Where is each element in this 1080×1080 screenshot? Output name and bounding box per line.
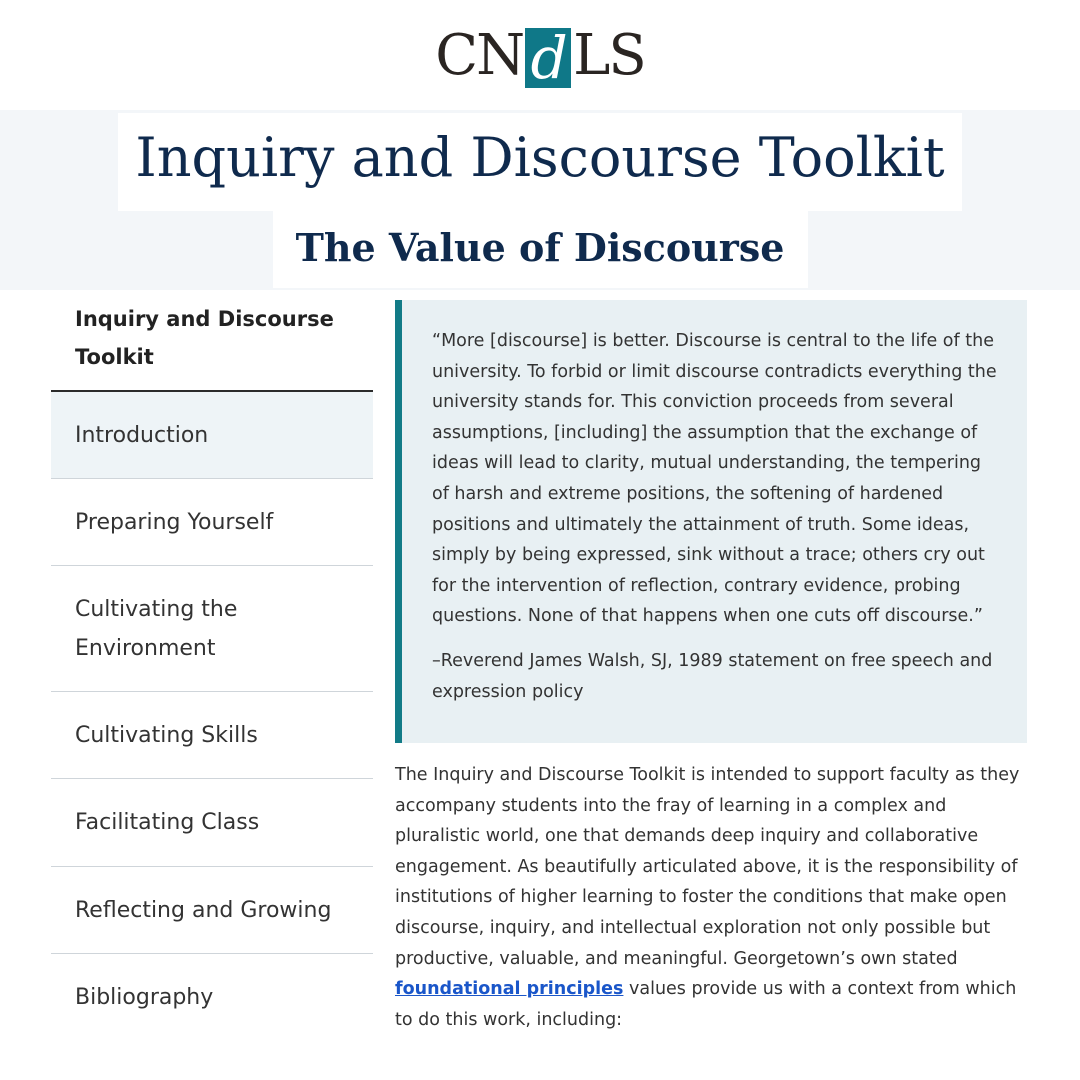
quote-text: “More [discourse] is better. Discourse is central to the life of the university. To forbid or limit discourse contradicts everything the university stands for. This conviction proceeds from several assumptions, [including] the assumption that the exchange of ideas will lead to clarity, mutual understanding, the tempering of harsh and extreme positions, the softening of hardened positions and ultimately the attainment of truth. Some ideas, simply by being expressed, sink without a trace; others cry out for the intervention of reflection, contrary evidence, probing questions. None of that happens when one cuts off discourse.”	[432, 331, 997, 627]
cndls-logo[interactable]	[0, 14, 1080, 98]
sidebar-item-label: Cultivating Skills	[75, 722, 258, 748]
sidebar-item-label: Reflecting and Growing	[75, 897, 332, 923]
sidebar-item-cultivating-environment[interactable]	[51, 566, 373, 692]
sidebar-item-label: Bibliography	[75, 985, 214, 1010]
intro-paragraph	[395, 760, 1035, 1035]
sidebar-item-cultivating-skills[interactable]	[51, 692, 373, 779]
sidebar-item-preparing-yourself[interactable]	[51, 479, 373, 566]
page-subtitle: The Value of Discourse	[295, 225, 785, 270]
logo-wordmark: CN d LS	[435, 23, 645, 92]
sidebar-item-label: Introduction	[75, 422, 209, 448]
sidebar-item-label: Preparing Yourself	[75, 509, 274, 535]
logo-d-mark: d	[525, 28, 571, 88]
sidebar-item-bibliography[interactable]	[51, 954, 373, 1041]
foundational-principles-link[interactable]: foundational principles	[395, 979, 624, 1000]
sidebar-nav	[51, 296, 373, 1041]
pull-quote	[395, 300, 1027, 743]
sidebar-item-label: Facilitating Class	[75, 810, 260, 835]
sidebar-title[interactable]: Inquiry and Discourse Toolkit	[51, 296, 373, 392]
sidebar-item-label: Cultivating the Environment	[75, 596, 238, 661]
sidebar-item-reflecting-growing[interactable]	[51, 867, 373, 954]
page-title: Inquiry and Discourse Toolkit	[135, 126, 945, 189]
quote-attribution: –Reverend James Walsh, SJ, 1989 statement on free speech and expression policy	[432, 650, 993, 702]
intro-text-end: values provide us with a context from which to do this work, including:	[395, 979, 1017, 1030]
intro-text-start: The Inquiry and Discourse Toolkit is intended to support faculty as they accompany students into the fray of learning in a complex and pluralistic world, one that demands deep inquiry and collaborative engagement. As beautifully articulated above, it is the responsibility of institutions of higher learning to foster the conditions that make open discourse, inquiry, and intellectual exploration not only possible but productive, valuable, and meaningful. Georgetown’s own stated	[395, 765, 1020, 969]
sidebar-item-facilitating-class[interactable]	[51, 779, 373, 867]
sidebar-item-introduction[interactable]	[51, 392, 373, 479]
